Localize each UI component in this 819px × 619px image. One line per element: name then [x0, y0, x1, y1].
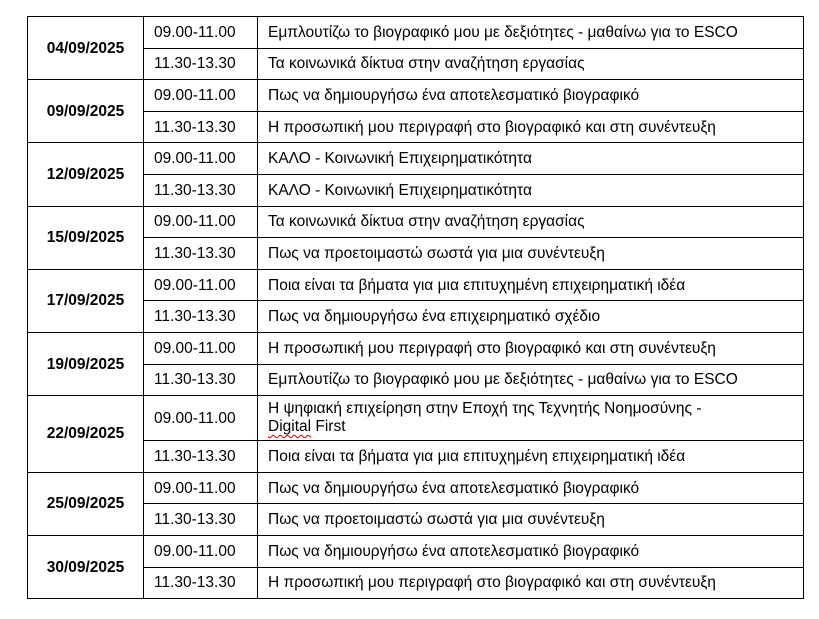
time-cell: 11.30-13.30	[144, 364, 258, 396]
table-row	[28, 567, 804, 599]
topic-cell: Πως να δημιουργήσω ένα αποτελεσματικό βιογραφικό	[258, 80, 804, 112]
topic-cell: Τα κοινωνικά δίκτυα στην αναζήτηση εργασίας	[258, 206, 804, 238]
table-row	[28, 238, 804, 270]
topic-cell: Πως να δημιουργήσω ένα επιχειρηματικό σχέδιο	[258, 301, 804, 333]
time-cell: 11.30-13.30	[144, 48, 258, 80]
table-row	[28, 143, 804, 175]
topic-cell: Ποια είναι τα βήματα για μια επιτυχημένη επιχειρηματική ιδέα	[258, 441, 804, 473]
spellcheck-flagged-word: Digital	[268, 418, 312, 436]
topic-cell: Εμπλουτίζω το βιογραφικό μου με δεξιότητες - μαθαίνω για το ESCO	[258, 364, 804, 396]
table-row	[28, 472, 804, 504]
table-row	[28, 174, 804, 206]
topic-cell: ΚΑΛΟ - Κοινωνική Επιχειρηματικότητα	[258, 143, 804, 175]
time-cell: 11.30-13.30	[144, 174, 258, 206]
time-cell: 09.00-11.00	[144, 535, 258, 567]
time-cell: 11.30-13.30	[144, 441, 258, 473]
topic-cell: Η προσωπική μου περιγραφή στο βιογραφικό και στη συνέντευξη	[258, 567, 804, 599]
topic-cell: Πως να δημιουργήσω ένα αποτελεσματικό βιογραφικό	[258, 535, 804, 567]
time-cell: 11.30-13.30	[144, 301, 258, 333]
topic-line-2-rest: First	[311, 418, 346, 436]
time-cell: 11.30-13.30	[144, 504, 258, 536]
date-cell: 30/09/2025	[28, 535, 144, 598]
table-row	[28, 396, 804, 441]
table-row	[28, 332, 804, 364]
date-cell: 15/09/2025	[28, 206, 144, 269]
table-row	[28, 301, 804, 333]
topic-cell	[258, 396, 804, 441]
date-cell: 22/09/2025	[28, 396, 144, 473]
time-cell: 09.00-11.00	[144, 143, 258, 175]
table-row	[28, 48, 804, 80]
topic-cell: Πως να προετοιμαστώ σωστά για μια συνέντευξη	[258, 504, 804, 536]
time-cell: 09.00-11.00	[144, 269, 258, 301]
table-row	[28, 364, 804, 396]
topic-cell: Η προσωπική μου περιγραφή στο βιογραφικό και στη συνέντευξη	[258, 332, 804, 364]
table-row	[28, 111, 804, 143]
time-cell: 09.00-11.00	[144, 472, 258, 504]
table-row	[28, 80, 804, 112]
date-cell: 04/09/2025	[28, 17, 144, 80]
date-cell: 17/09/2025	[28, 269, 144, 332]
topic-cell: ΚΑΛΟ - Κοινωνική Επιχειρηματικότητα	[258, 174, 804, 206]
date-cell: 09/09/2025	[28, 80, 144, 143]
time-cell: 11.30-13.30	[144, 238, 258, 270]
topic-cell: Η προσωπική μου περιγραφή στο βιογραφικό και στη συνέντευξη	[258, 111, 804, 143]
table-row	[28, 535, 804, 567]
time-cell: 09.00-11.00	[144, 17, 258, 49]
topic-cell: Εμπλουτίζω το βιογραφικό μου με δεξιότητες - μαθαίνω για το ESCO	[258, 17, 804, 49]
topic-cell: Πως να δημιουργήσω ένα αποτελεσματικό βιογραφικό	[258, 472, 804, 504]
time-cell: 09.00-11.00	[144, 80, 258, 112]
time-cell: 09.00-11.00	[144, 206, 258, 238]
time-cell: 11.30-13.30	[144, 111, 258, 143]
time-cell: 11.30-13.30	[144, 567, 258, 599]
date-cell: 19/09/2025	[28, 332, 144, 395]
table-row	[28, 206, 804, 238]
time-cell: 09.00-11.00	[144, 396, 258, 441]
topic-cell: Τα κοινωνικά δίκτυα στην αναζήτηση εργασίας	[258, 48, 804, 80]
table-row	[28, 504, 804, 536]
time-cell: 09.00-11.00	[144, 332, 258, 364]
topic-cell: Ποια είναι τα βήματα για μια επιτυχημένη επιχειρηματική ιδέα	[258, 269, 804, 301]
schedule-table	[27, 16, 804, 599]
date-cell: 12/09/2025	[28, 143, 144, 206]
date-cell: 25/09/2025	[28, 472, 144, 535]
table-row	[28, 17, 804, 49]
table-row	[28, 269, 804, 301]
table-row	[28, 441, 804, 473]
topic-line-1: Η ψηφιακή επιχείρηση στην Εποχή της Τεχνητής Νοημοσύνης -	[268, 400, 702, 418]
topic-cell: Πως να προετοιμαστώ σωστά για μια συνέντευξη	[258, 238, 804, 270]
